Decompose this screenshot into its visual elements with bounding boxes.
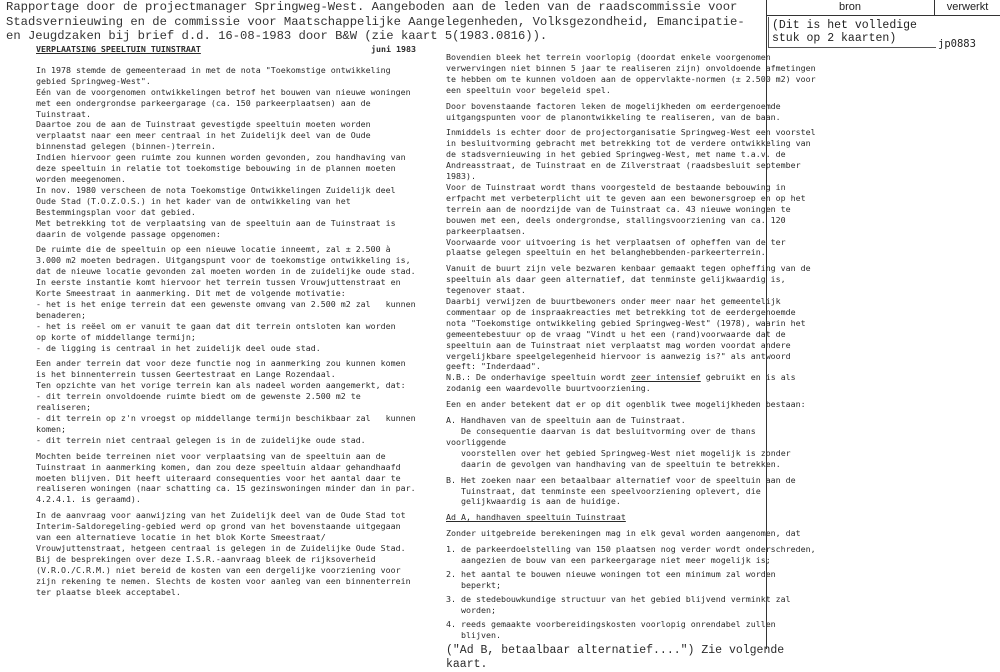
document-title: VERPLAATSING SPEELTUIN TUINSTRAAT	[36, 44, 201, 54]
title-row	[36, 44, 416, 55]
verwerkt-column-header: verwerkt	[935, 0, 1000, 16]
text-span: Vanuit de buurt zijn vele bezwaren kenbaar gemaakt tegen opheffing van de speeltuin als daar geen alternatief, dat tenminste gelijkwaardig is, tegenover staat. Daarbij verwijzen de buurtbewoners onder meer naar het gemeentelijk commentaar op de inspraakreacties met betrekking tot de eerdergenoemde nota "Toekomstige ontwikkeling gebied Springweg-West" (1978), waarin het gemeentebestuur op de vraag "Vindt u het een (rand)voorwaarde dat de speeltuin aan de Tuinstraat niet verplaatst mag worden voordat andere vergelijkbare speelgelegenheid hiervoor is aanwezig is?" als antwoord geeft: "Inderdaad". N.B.: De onderhavige speeltuin wordt	[446, 263, 811, 383]
text-span: gebruikt en is als zodanig een waardevolle buurtvoorziening.	[446, 372, 801, 394]
document-header	[6, 0, 746, 44]
paragraph: Een ander terrein dat voor deze functie nog in aanmerking zou kunnen komen is het binnenterrein tussen Geertestraat en Lange Rozendaal. Ten opzichte van het vorige terrein kan als nadeel worden aangemerkt, dat: - dit terrein onvoldoende ruimte biedt om de gewenste 2.500 m2 te realiseren; - dit terrein op z'n vroegst op middellange termijn beschikbaar zal kunnen komen; - dit terrein niet centraal gelegen is in de zuidelijke oude stad.	[36, 358, 416, 445]
paragraph: Inmiddels is echter door de projectorganisatie Springweg-West een voorstel in besluitvorming gebracht met betrekking tot de verdere ontwikkeling van de stadsvernieuwing in het gebied Springweg-West, met name t.a.v. de Andreasstraat, de Tuinstraat en de Zilverstraat (raadsbesluit september 1983). Voor de Tuinstraat wordt thans voorgesteld de bestaande bebouwing in erfpacht met verbeterplicht uit te geven aan een bewonersgroep en op het terrein aan de noordzijde van de Tuinstraat ca. 43 nieuwe woningen te bouwen met een, deels ondergrondse, stallingsvoorziening van ca. 120 parkeerplaatsen. Voorwaarde voor uitvoering is het verplaatsen of opheffen van de ter plaatse gelegen speeltuin en het belanghebbenden-parkeerterrein.	[446, 127, 816, 258]
list-item: 1. de parkeerdoelstelling van 150 plaatsen nog verder wordt onderschreden, aangezien de bouw van een parkeergarage niet meer mogelijk is;	[446, 544, 816, 566]
left-column	[36, 44, 421, 603]
underlined-text: zeer intensief	[630, 372, 701, 383]
paragraph: In 1978 stemde de gemeenteraad in met de nota "Toekomstige ontwikkeling gebied Springweg-West". Eén van de voorgenomen ontwikkelingen betrof het bouwen van nieuwe woningen met een ondergrondse parkeergarage (ca. 150 parkeerplaatsen) aan de Tuinstraat. Daartoe zou de aan de Tuinstraat gevestigde speeltuin moeten worden verplaatst naar een meer centraal in het Zuidelijk deel van de Oude binnenstad gelegen (binnen-)terrein. Indien hiervoor geen ruimte zou kunnen worden gevonden, zou handhaving van deze speeltuin in relatie tot toekomstige bebouwing in de plannen moeten worden meegenomen. In nov. 1980 verscheen de nota Toekomstige Ontwikkelingen Zuidelijk deel Oude Stad (T.O.Z.O.S.) in het kader van de ontwikkeling van het Bestemmingsplan voor dat gebied. Met betrekking tot de verplaatsing van de speeltuin aan de Tuinstraat is daarin de volgende passage opgenomen:	[36, 64, 411, 239]
paragraph: Een en ander betekent dat er op dit ogenblik twee mogelijkheden bestaan:	[446, 399, 806, 410]
section-heading: Ad A, handhaven speeltuin Tuinstraat	[446, 512, 626, 523]
bron-column-header: bron	[766, 0, 935, 16]
right-column	[446, 52, 821, 672]
option-a: A. Handhaven van de speeltuin aan de Tuinstraat. De consequentie daarvan is dat besluitvorming over de thans voorliggende voorstellen over het gebied Springweg-West niet mogelijk is zonder daarin de gevolgen van handhaving van de speeltuin te betrekken.	[446, 415, 791, 469]
document-date: juni 1983	[371, 44, 416, 54]
paragraph: Mochten beide terreinen niet voor verplaatsing van de speeltuin aan de Tuinstraat in aanmerking komen, dan zou deze speeltuin aldaar gehandhaafd moeten blijven. Dit heeft uiteraard consequenties voor het aantal daar te realiseren woningen (naar schatting ca. 15 gezinswoningen minder dan in par. 4.2.4.1. is geraamd).	[36, 450, 421, 505]
paragraph: Door bovenstaande factoren leken de mogelijkheden om eerdergenoemde uitgangspunten voor de planontwikkeling te realiseren, van de baan.	[446, 100, 786, 122]
paragraph	[446, 263, 818, 394]
list-item: 2. het aantal te bouwen nieuwe woningen tot een minimum zal worden beperkt;	[446, 568, 776, 590]
header-line: Stadsvernieuwing en de commissie voor Maatschappelijke Aangelegenheden, Volksgezondheid, Emancipatie-	[6, 14, 745, 29]
option-b: B. Het zoeken naar een betaalbaar alternatief voor de speeltuin aan de Tuinstraat, dat tenminste een speelvoorziening oplevert, die gelijkwaardig is aan de huidige.	[446, 474, 796, 507]
paragraph: In de aanvraag voor aanwijzing van het Zuidelijk deel van de Oude Stad tot Interim-Saldoregeling-gebied werd op grond van het bovenstaande uitgegaan van een alternatieve locatie in het blok Korte Smeestraat/ Vrouwjuttenstraat, hetgeen centraal is gelegen in de Zuidelijke Oude Stad. Bij de besprekingen over deze I.S.R.-aanvraag bleek de rijksoverheid (V.R.O./C.R.M.) niet bereid de kosten van een dergelijke voorziening voor zijn rekening te nemen. Slechts de kosten voor aanleg van een binnenterrein ter plaatse bleek acceptabel.	[36, 510, 411, 597]
list-item: 3. de stedebouwkundige structuur van het gebied blijvend verminkt zal worden;	[446, 593, 791, 615]
reference-code: jp0883	[938, 38, 976, 50]
paragraph: Bovendien bleek het terrein voorlopig (doordat enkele voorgenomen verwervingen niet binnen 5 jaar te realiseren zijn) onvoldoende afmetingen te hebben om te kunnen voldoen aan de oppervlakte-normen (± 2.500 m2) voor een speeltuin voor begeleid spel.	[446, 52, 821, 95]
header-line: Rapportage door de projectmanager Springweg-West. Aangeboden aan de leden van de raadscommissie voor	[6, 0, 738, 14]
handwritten-note: (Dit is het volledige stuk op 2 kaarten)	[768, 17, 936, 48]
numbered-list	[446, 544, 818, 640]
header-line: en Jeugdzaken bij brief d.d. 16-08-1983 door B&W (zie kaart 5(1983.0816)).	[6, 29, 548, 44]
paragraph: Zonder uitgebreide berekeningen mag in elk geval worden aangenomen, dat	[446, 528, 801, 539]
paragraph: De ruimte die de speeltuin op een nieuwe locatie inneemt, zal ± 2.500 à 3.000 m2 moeten bedragen. Uitgangspunt voor de toekomstige ontwikkeling is, dat de nieuwe locatie gevonden zal moeten worden in de zuidelijke oude stad. In eerste instantie komt hiervoor het terrein tussen Vrouwjuttenstraat en Korte Smeestraat in aanmerking. Dit met de volgende motivatie: - het is het enige terrein dat een gewenste omvang van 2.500 m2 zal kunnen benaderen; - het is reëel om er vanuit te gaan dat dit terrein ontsloten kan worden op korte of middellange termijn; - de ligging is centraal in het zuidelijk deel oude stad.	[36, 244, 416, 353]
list-item: 4. reeds gemaakte voorbereidingskosten voorlopig onrendabel zullen blijven.	[446, 618, 776, 640]
closing-note: ("Ad B, betaalbaar alternatief....") Zie volgende kaart.	[446, 644, 785, 672]
